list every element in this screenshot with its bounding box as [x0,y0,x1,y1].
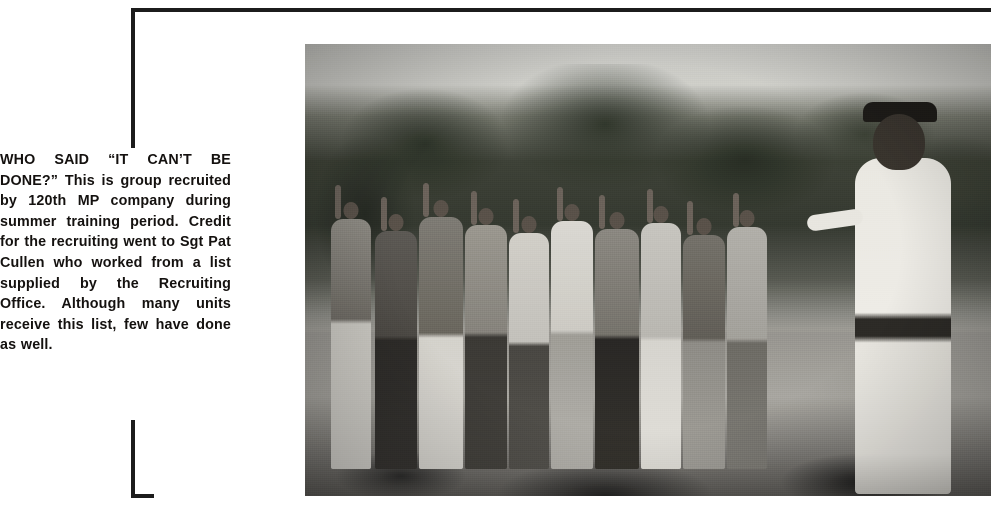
bracket-rule-top [131,8,991,12]
recruit-figure [683,235,725,469]
recruit-figure [375,231,417,469]
bracket-rule-left-lower [131,420,135,498]
recruit-raised-arm [599,195,605,229]
bracket-rule-bottom [131,494,154,498]
officer-head [873,114,925,170]
recruit-raised-arm [381,197,387,231]
recruit-figure [641,223,681,469]
photograph [305,44,991,496]
recruit-figure [509,233,549,469]
recruit-raised-arm [471,191,477,225]
recruit-figure [331,219,371,469]
recruit-head [479,208,494,225]
recruit-head [740,210,755,227]
recruit-raised-arm [687,201,693,235]
recruit-head [654,206,669,223]
officer-figure [855,158,951,494]
photo-caption [0,150,231,356]
recruit-figure [465,225,507,469]
recruit-head [344,202,359,219]
recruit-head [610,212,625,229]
bracket-rule-left-upper [131,8,135,148]
caption-text: WHO SAID “IT CAN’T BE DONE?” This is group recruited by 120th MP company during summer training period. Credit for the recruiting went to Sgt Pat Cullen who worked from a list supplied by the Recruiting Office. Although many units receive this list, few have done as well. [0,152,231,354]
recruit-raised-arm [557,187,563,221]
recruit-raised-arm [647,189,653,223]
recruit-raised-arm [733,193,739,227]
recruit-raised-arm [335,185,341,219]
recruit-head [434,200,449,217]
recruit-figure [595,229,639,469]
recruit-head [565,204,580,221]
recruit-raised-arm [513,199,519,233]
recruit-figure [419,217,463,469]
recruit-head [389,214,404,231]
recruit-figure [727,227,767,469]
photo-recruit-group [323,169,783,469]
recruit-raised-arm [423,183,429,217]
recruit-figure [551,221,593,469]
recruit-head [522,216,537,233]
recruit-head [697,218,712,235]
photo-figure [305,44,991,496]
